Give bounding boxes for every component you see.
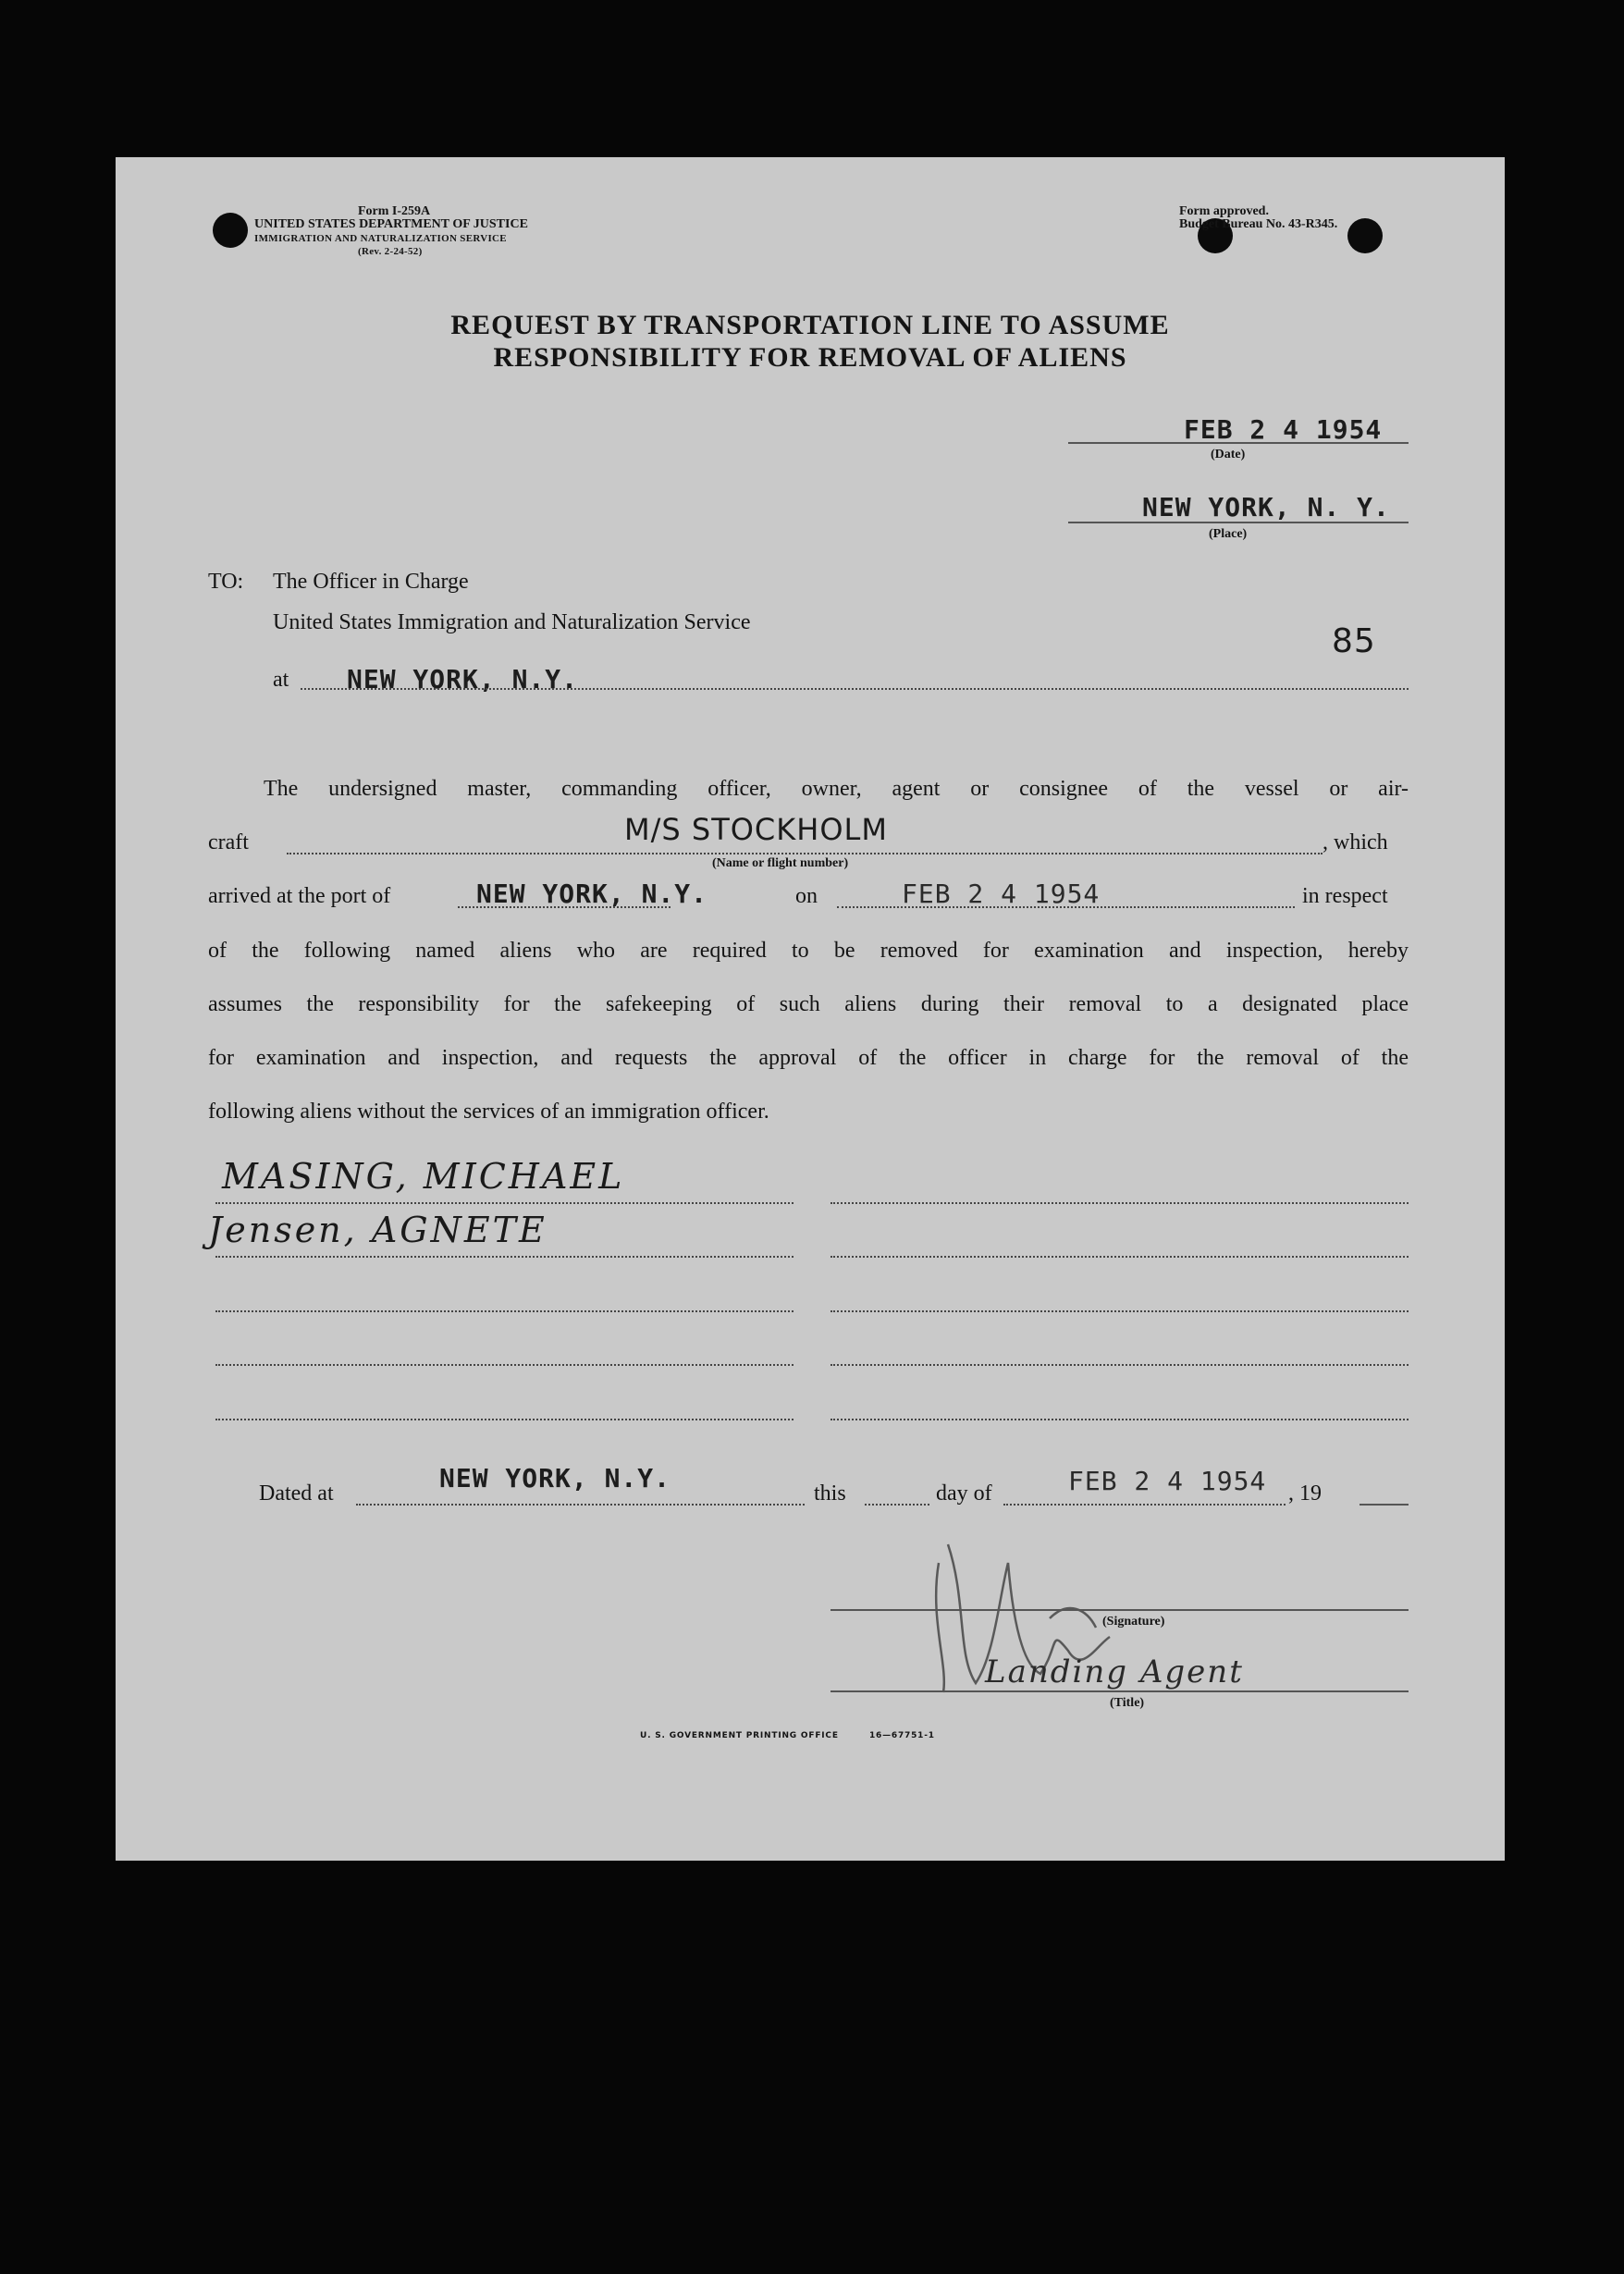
alien-name-1: MASING, MICHAEL — [222, 1156, 625, 1197]
alien-line-left — [215, 1202, 794, 1204]
title-line — [830, 1690, 1409, 1692]
which-text: , which — [1323, 830, 1388, 854]
service-name: IMMIGRATION AND NATURALIZATION SERVICE — [254, 233, 507, 244]
alien-line-left — [215, 1310, 794, 1312]
vessel-caption: (Name or flight number) — [712, 856, 849, 870]
dated-place-stamp: NEW YORK, N.Y. — [439, 1463, 671, 1493]
dated-place-line — [356, 1504, 805, 1506]
place-line — [1068, 522, 1409, 523]
at-line — [301, 688, 1409, 690]
place-caption: (Place) — [1209, 527, 1248, 541]
date-line — [1068, 442, 1409, 444]
date-caption: (Date) — [1211, 448, 1246, 461]
alien-line-left — [215, 1364, 794, 1366]
alien-line-right — [830, 1364, 1409, 1366]
paragraph-line4: assumes the responsibility for the safekeeping of such aliens during their removal to a designated place — [208, 992, 1409, 1016]
vessel-line — [287, 853, 1323, 854]
form-number: Form I-259A — [358, 204, 431, 218]
place-stamp: NEW YORK, N. Y. — [1142, 492, 1390, 522]
to-label: TO: — [208, 570, 244, 594]
alien-line-left — [215, 1419, 794, 1420]
signature-caption: (Signature) — [1102, 1615, 1165, 1629]
in-respect-text: in respect — [1302, 884, 1388, 908]
title-caption: (Title) — [1110, 1696, 1145, 1710]
form-approved: Form approved. — [1179, 204, 1269, 218]
arrived-label: arrived at the port of — [208, 884, 391, 908]
alien-line-left — [215, 1256, 794, 1258]
print-code: 16—67751-1 — [869, 1731, 935, 1740]
signer-title: Landing Agent — [985, 1653, 1244, 1690]
form-title-line1: REQUEST BY TRANSPORTATION LINE TO ASSUME — [450, 310, 1170, 340]
paragraph-line5: for examination and inspection, and requests the approval of the officer in charge for the removal of the — [208, 1046, 1409, 1070]
year-line — [1359, 1504, 1409, 1506]
paragraph-line6: following aliens without the services of an immigration officer. — [208, 1100, 769, 1124]
form-title-line2: RESPONSIBILITY FOR REMOVAL OF ALIENS — [493, 342, 1127, 373]
signature-line — [830, 1609, 1409, 1611]
paragraph-line1: The undersigned master, commanding officer, owner, agent or consignee of the vessel or air- — [264, 777, 1409, 801]
alien-line-right — [830, 1256, 1409, 1258]
budget-number: Budget Bureau No. 43-R345. — [1179, 217, 1338, 231]
date-stamp: FEB 2 4 1954 — [1184, 414, 1383, 445]
dated-date-stamp: FEB 2 4 1954 — [1068, 1466, 1267, 1496]
paragraph-line3: of the following named aliens who are required to be removed for examination and inspection, hereby — [208, 939, 1409, 963]
addressee-line1: The Officer in Charge — [273, 570, 469, 594]
this-label: this — [814, 1481, 846, 1506]
at-label: at — [273, 668, 289, 692]
port-stamp: NEW YORK, N.Y. — [476, 879, 708, 909]
on-label: on — [795, 884, 818, 908]
alien-line-right — [830, 1419, 1409, 1420]
at-place-stamp: NEW YORK, N.Y. — [347, 664, 579, 694]
alien-line-right — [830, 1310, 1409, 1312]
department-name: UNITED STATES DEPARTMENT OF JUSTICE — [254, 217, 528, 231]
form-sheet — [116, 157, 1505, 1861]
year-prefix: , 19 — [1288, 1481, 1322, 1506]
day-of-label: day of — [936, 1481, 992, 1506]
punch-hole — [1347, 218, 1383, 253]
craft-label: craft — [208, 830, 249, 854]
addressee-line2: United States Immigration and Naturalization Service — [273, 610, 751, 634]
arrival-date-stamp: FEB 2 4 1954 — [902, 879, 1101, 909]
alien-name-2: Jensen, AGNETE — [208, 1210, 547, 1250]
dated-at-label: Dated at — [259, 1481, 334, 1506]
vessel-name: M/S STOCKHOLM — [624, 812, 888, 847]
form-revision: (Rev. 2-24-52) — [358, 246, 423, 257]
punch-hole — [213, 213, 248, 248]
document-number: 85 — [1332, 622, 1376, 660]
printing-office: U. S. GOVERNMENT PRINTING OFFICE — [640, 1731, 839, 1740]
alien-line-right — [830, 1202, 1409, 1204]
